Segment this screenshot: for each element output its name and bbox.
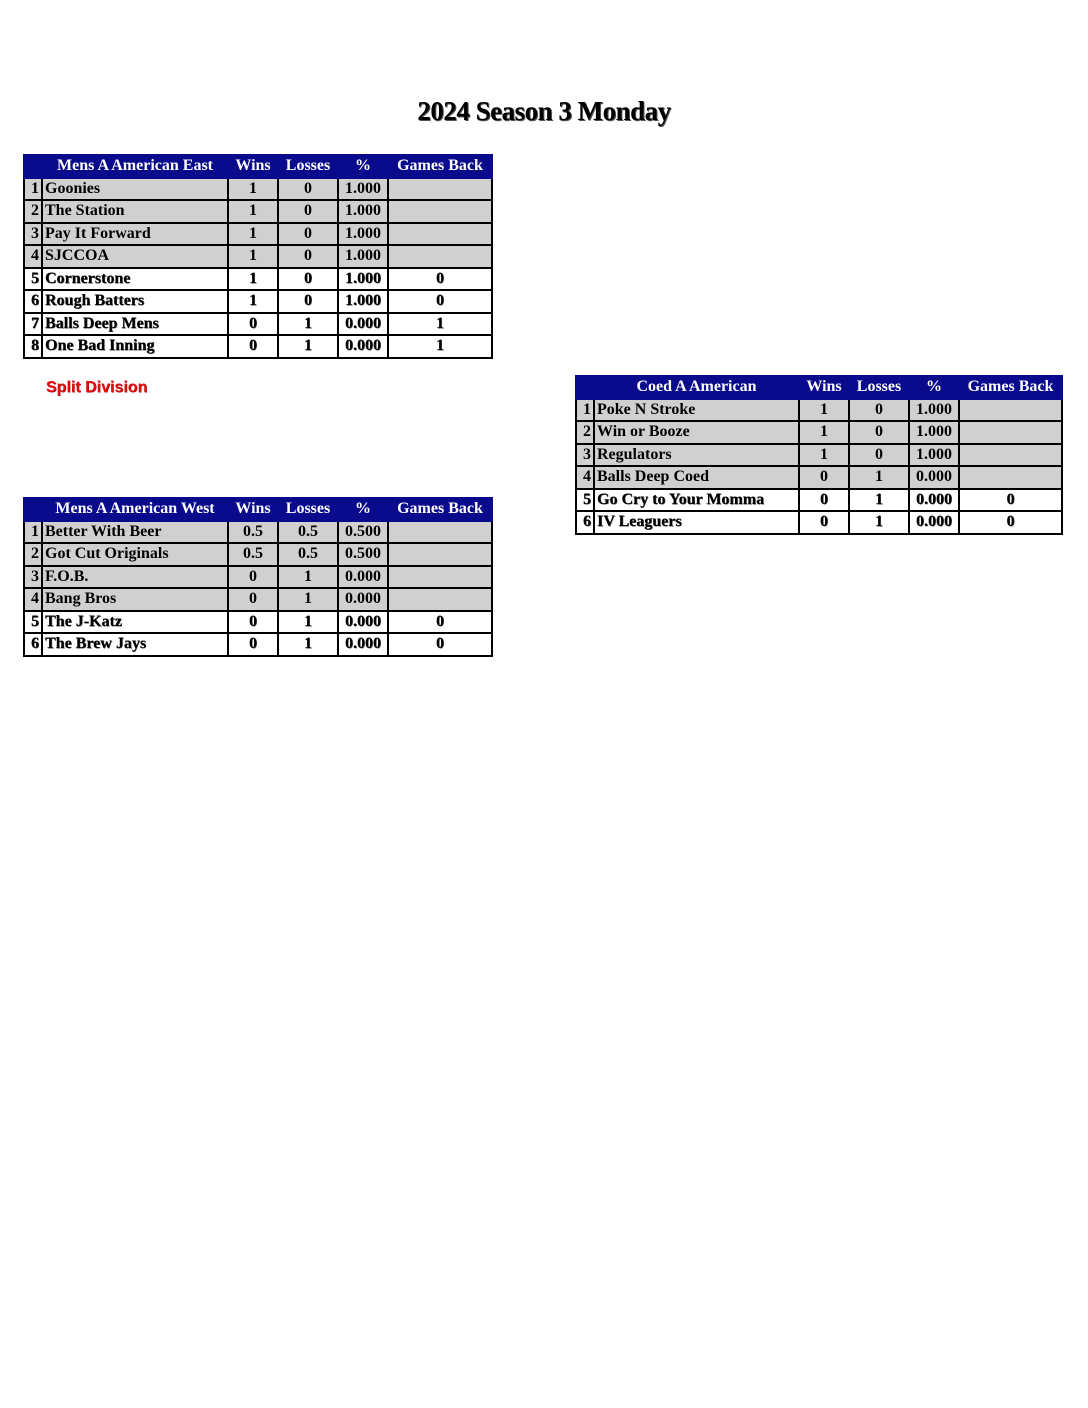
wins-cell: 0.5 [228, 543, 278, 566]
table-row [24, 268, 492, 291]
table-row [576, 466, 1062, 489]
losses-cell: 0 [278, 245, 338, 268]
losses-cell: 1 [849, 466, 909, 489]
games-back-header: Games Back [959, 376, 1062, 399]
table-row [24, 290, 492, 313]
wins-cell: 0 [228, 566, 278, 589]
games-back-cell [388, 543, 492, 566]
rank-cell: 3 [576, 444, 594, 467]
games-back-cell [959, 444, 1062, 467]
losses-header: Losses [278, 498, 338, 521]
rank-header [576, 376, 594, 399]
rank-cell: 5 [576, 489, 594, 512]
losses-cell: 0 [849, 399, 909, 422]
pct-cell: 0.500 [338, 521, 388, 544]
table-row [24, 611, 492, 634]
losses-cell: 1 [278, 611, 338, 634]
table-row [24, 566, 492, 589]
wins-cell: 0 [228, 313, 278, 336]
rank-cell: 8 [24, 335, 42, 358]
team-name: Balls Deep Mens [42, 313, 228, 336]
standings-table-coed [575, 375, 1063, 535]
pct-cell: 1.000 [909, 444, 959, 467]
pct-cell: 1.000 [338, 268, 388, 291]
rank-cell: 7 [24, 313, 42, 336]
table-row [576, 421, 1062, 444]
rank-cell: 1 [24, 178, 42, 201]
table-row [24, 313, 492, 336]
wins-cell: 1 [228, 200, 278, 223]
wins-cell: 1 [799, 399, 849, 422]
games-back-cell [959, 421, 1062, 444]
team-name: Balls Deep Coed [594, 466, 799, 489]
table-row [576, 489, 1062, 512]
table-row [24, 245, 492, 268]
team-name: Regulators [594, 444, 799, 467]
division-name: Coed A American [594, 376, 799, 399]
losses-cell: 0.5 [278, 543, 338, 566]
team-name: Rough Batters [42, 290, 228, 313]
wins-cell: 1 [228, 178, 278, 201]
losses-cell: 1 [849, 511, 909, 534]
rank-cell: 6 [24, 633, 42, 656]
losses-cell: 0 [849, 421, 909, 444]
games-back-cell: 0 [388, 268, 492, 291]
team-name: IV Leaguers [594, 511, 799, 534]
wins-cell: 1 [228, 223, 278, 246]
table-header-row [24, 498, 492, 521]
wins-cell: 0 [228, 335, 278, 358]
team-name: Win or Booze [594, 421, 799, 444]
games-back-header: Games Back [388, 155, 492, 178]
games-back-header: Games Back [388, 498, 492, 521]
rank-header [24, 498, 42, 521]
pct-header: % [338, 498, 388, 521]
rank-cell: 2 [24, 543, 42, 566]
rank-cell: 6 [24, 290, 42, 313]
wins-cell: 1 [228, 290, 278, 313]
games-back-cell [388, 223, 492, 246]
table-row [24, 178, 492, 201]
pct-cell: 0.000 [338, 335, 388, 358]
losses-header: Losses [278, 155, 338, 178]
rank-cell: 3 [24, 223, 42, 246]
losses-cell: 0 [278, 268, 338, 291]
rank-cell: 4 [576, 466, 594, 489]
division-name: Mens A American East [42, 155, 228, 178]
standings-table-east [23, 154, 493, 359]
pct-cell: 0.000 [909, 511, 959, 534]
games-back-cell: 0 [388, 611, 492, 634]
losses-cell: 0 [278, 200, 338, 223]
losses-cell: 1 [278, 588, 338, 611]
team-name: Cornerstone [42, 268, 228, 291]
pct-cell: 1.000 [909, 399, 959, 422]
team-name: Goonies [42, 178, 228, 201]
wins-cell: 0.5 [228, 521, 278, 544]
team-name: SJCCOA [42, 245, 228, 268]
pct-cell: 0.000 [338, 566, 388, 589]
pct-header: % [909, 376, 959, 399]
pct-cell: 1.000 [338, 245, 388, 268]
losses-cell: 1 [278, 335, 338, 358]
games-back-cell [388, 245, 492, 268]
table-row [24, 521, 492, 544]
team-name: Bang Bros [42, 588, 228, 611]
pct-cell: 0.500 [338, 543, 388, 566]
rank-cell: 2 [576, 421, 594, 444]
pct-cell: 1.000 [338, 223, 388, 246]
table-row [576, 399, 1062, 422]
rank-cell: 4 [24, 245, 42, 268]
losses-cell: 1 [278, 566, 338, 589]
wins-cell: 0 [228, 633, 278, 656]
team-name: The Station [42, 200, 228, 223]
games-back-cell [388, 521, 492, 544]
table-row [24, 200, 492, 223]
pct-header: % [338, 155, 388, 178]
table-row [576, 511, 1062, 534]
games-back-cell [388, 200, 492, 223]
losses-cell: 0.5 [278, 521, 338, 544]
games-back-cell: 1 [388, 335, 492, 358]
losses-cell: 1 [278, 313, 338, 336]
losses-cell: 0 [278, 178, 338, 201]
losses-cell: 0 [278, 223, 338, 246]
table-header-row [24, 155, 492, 178]
rank-cell: 4 [24, 588, 42, 611]
pct-cell: 1.000 [338, 290, 388, 313]
wins-cell: 1 [799, 444, 849, 467]
rank-cell: 1 [576, 399, 594, 422]
team-name: One Bad Inning [42, 335, 228, 358]
losses-cell: 0 [849, 444, 909, 467]
games-back-cell: 0 [959, 511, 1062, 534]
wins-cell: 0 [228, 588, 278, 611]
standings-table-west [23, 497, 493, 657]
losses-cell: 1 [849, 489, 909, 512]
rank-cell: 5 [24, 268, 42, 291]
team-name: The J-Katz [42, 611, 228, 634]
wins-cell: 1 [228, 245, 278, 268]
wins-cell: 0 [228, 611, 278, 634]
team-name: Got Cut Originals [42, 543, 228, 566]
games-back-cell [388, 566, 492, 589]
losses-cell: 1 [278, 633, 338, 656]
pct-cell: 0.000 [338, 313, 388, 336]
games-back-cell: 0 [388, 633, 492, 656]
rank-cell: 2 [24, 200, 42, 223]
team-name: Better With Beer [42, 521, 228, 544]
page-title: 2024 Season 3 Monday [417, 96, 671, 126]
wins-header: Wins [228, 155, 278, 178]
pct-cell: 1.000 [909, 421, 959, 444]
wins-header: Wins [228, 498, 278, 521]
games-back-cell: 0 [388, 290, 492, 313]
games-back-cell [388, 588, 492, 611]
team-name: Pay It Forward [42, 223, 228, 246]
pct-cell: 0.000 [338, 611, 388, 634]
table-row [576, 444, 1062, 467]
wins-header: Wins [799, 376, 849, 399]
wins-cell: 0 [799, 489, 849, 512]
table-row [24, 588, 492, 611]
pct-cell: 0.000 [338, 588, 388, 611]
pct-cell: 1.000 [338, 178, 388, 201]
table-row [24, 633, 492, 656]
table-row [24, 543, 492, 566]
pct-cell: 0.000 [909, 489, 959, 512]
rank-header [24, 155, 42, 178]
team-name: Poke N Stroke [594, 399, 799, 422]
pct-cell: 0.000 [338, 633, 388, 656]
team-name: Go Cry to Your Momma [594, 489, 799, 512]
wins-cell: 1 [799, 421, 849, 444]
losses-cell: 0 [278, 290, 338, 313]
pct-cell: 1.000 [338, 200, 388, 223]
games-back-cell: 1 [388, 313, 492, 336]
team-name: The Brew Jays [42, 633, 228, 656]
games-back-cell [959, 399, 1062, 422]
rank-cell: 1 [24, 521, 42, 544]
table-header-row [576, 376, 1062, 399]
pct-cell: 0.000 [909, 466, 959, 489]
rank-cell: 3 [24, 566, 42, 589]
losses-header: Losses [849, 376, 909, 399]
wins-cell: 1 [228, 268, 278, 291]
table-row [24, 223, 492, 246]
wins-cell: 0 [799, 466, 849, 489]
team-name: F.O.B. [42, 566, 228, 589]
rank-cell: 6 [576, 511, 594, 534]
rank-cell: 5 [24, 611, 42, 634]
games-back-cell [959, 466, 1062, 489]
split-division-note: Split Division [46, 379, 148, 396]
games-back-cell [388, 178, 492, 201]
division-name: Mens A American West [42, 498, 228, 521]
wins-cell: 0 [799, 511, 849, 534]
games-back-cell: 0 [959, 489, 1062, 512]
table-row [24, 335, 492, 358]
